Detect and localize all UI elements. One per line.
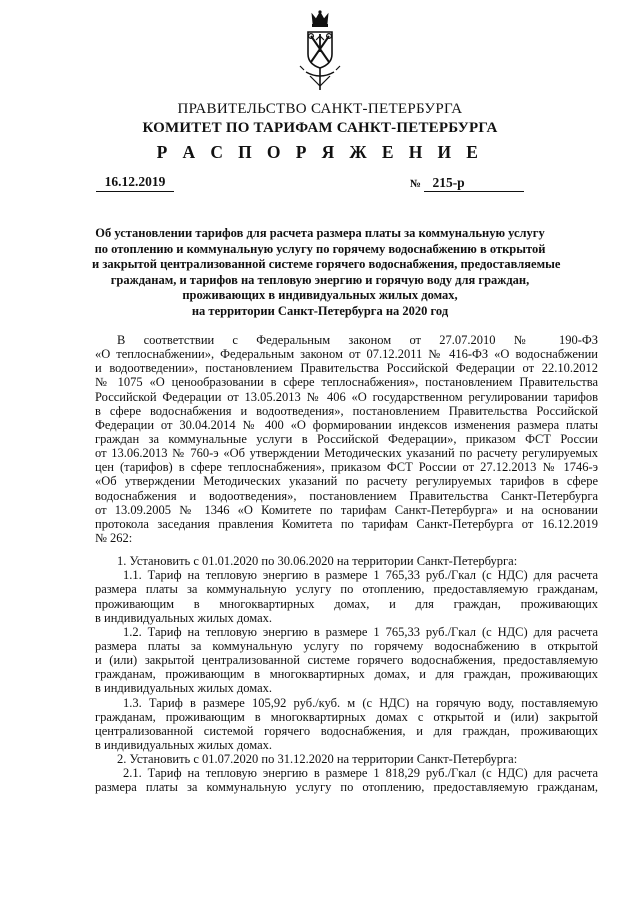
section-heading: 1. Установить с 01.01.2020 по 30.06.2020 на территории Санкт-Петербурга: bbox=[117, 554, 518, 569]
preamble-line: от 13.06.2013 № 760-э «Об утверждении Методических указаний по расчету регулируемых bbox=[95, 446, 598, 461]
clause-line: в индивидуальных жилых домах. bbox=[95, 610, 273, 625]
preamble-line: граждан за коммунальные услуги в Российской Федерации», приказом ФСТ России bbox=[95, 431, 598, 446]
clause-line: централизованной системой горячего водоснабжения, и для граждан, проживающих bbox=[95, 723, 598, 738]
clause-line: проживающим в многоквартирных домах, и для граждан, проживающих bbox=[95, 596, 598, 611]
clause-line: в индивидуальных жилых домах. bbox=[95, 681, 273, 696]
title-line: по отоплению и коммунальную услугу по горячему водоснабжению в открытой bbox=[94, 241, 546, 256]
document-date: 16.12.2019 bbox=[96, 174, 174, 192]
document-number bbox=[410, 175, 524, 192]
document-body bbox=[95, 333, 598, 795]
preamble-line: «Об утверждении Методических указаний по расчету регулируемых тарифов в сфере bbox=[95, 474, 598, 489]
clause-line: гражданам, проживающим в многоквартирных домах с открытой и (или) закрытой bbox=[95, 709, 598, 724]
clause-line: размера платы за коммунальную услугу по горячему водоснабжению в открытой bbox=[95, 638, 598, 653]
clause-line: 1.1. Тариф на тепловую энергию в размере 1 765,33 руб./Гкал (с НДС) для расчета bbox=[123, 568, 598, 583]
clause-line: 1.2. Тариф на тепловую энергию в размере 1 765,33 руб./Гкал (с НДС) для расчета bbox=[123, 624, 598, 639]
preamble-line: Российской Федерации от 13.05.2013 № 406 «О государственном регулировании тарифов bbox=[95, 389, 598, 404]
document-title bbox=[92, 226, 561, 320]
title-line: на территории Санкт-Петербурга на 2020 год bbox=[191, 303, 449, 318]
section-heading: 2. Установить с 01.07.2020 по 31.12.2020 на территории Санкт-Петербурга: bbox=[117, 752, 518, 767]
committee-heading: КОМИТЕТ ПО ТАРИФАМ САНКТ-ПЕТЕРБУРГА bbox=[142, 120, 498, 136]
number-sign: № bbox=[410, 178, 422, 190]
document-type-heading: Р А С П О Р Я Ж Е Н И Е bbox=[156, 142, 484, 162]
preamble-line: протокола заседания правления Комитета по тарифам Санкт-Петербурга от 16.12.2019 bbox=[95, 516, 598, 531]
government-heading: ПРАВИТЕЛЬСТВО САНКТ-ПЕТЕРБУРГА bbox=[177, 101, 463, 117]
clause-line: в индивидуальных жилых домах. bbox=[95, 737, 273, 752]
title-line: Об установлении тарифов для расчета размера платы за коммунальную услугу bbox=[95, 226, 545, 240]
preamble-line: № 262: bbox=[95, 530, 133, 545]
clause-line: 2.1. Тариф на тепловую энергию в размере 1 818,29 руб./Гкал (с НДС) для расчета bbox=[123, 766, 598, 781]
clause-line: и (или) закрытой централизованной системе горячего водоснабжения, предоставляемую bbox=[95, 653, 598, 668]
preamble-line: и водоотведении», постановлением Правительства Российской Федерации от 22.10.2012 bbox=[95, 361, 598, 376]
preamble-line: водоснабжения и водоотведения», постановлением Правительства Санкт-Петербурга bbox=[95, 488, 598, 503]
preamble-line: В соответствии с Федеральным законом от 27.07.2010 № 190-ФЗ bbox=[117, 333, 598, 347]
clause-line: гражданам, проживающим в многоквартирных домах, и для граждан, проживающих bbox=[95, 667, 598, 682]
preamble-line: Федерации от 30.04.2014 № 400 «О формировании индексов изменения размера платы bbox=[95, 417, 598, 432]
title-line: и закрытой централизованной системе горячего водоснабжения, предоставляемые bbox=[92, 257, 561, 272]
title-line: гражданам, и тарифов на тепловую энергию и горячую воду для граждан, bbox=[110, 272, 530, 287]
number-value: 215-р bbox=[424, 175, 524, 192]
clause-line: размера платы за коммунальную услугу по отоплению, предоставляемую гражданам, bbox=[95, 582, 598, 597]
clause-line: 1.3. Тариф в размере 105,92 руб./куб. м (с НДС) на горячую воду, поставляемую bbox=[123, 695, 598, 710]
preamble-line: в сфере водоснабжения и водоотведения», постановлением Правительства Российской bbox=[95, 403, 598, 418]
preamble-line: цен (тарифов) в сфере теплоснабжения», приказом ФСТ России от 27.12.2013 № 1746-э bbox=[95, 460, 598, 475]
clause-line: размера платы за коммунальную услугу по отоплению, предоставляемую гражданам, bbox=[95, 780, 598, 795]
preamble-line: «О теплоснабжении», Федеральным законом от 07.12.2011 № 416-ФЗ «О водоснабжении bbox=[95, 347, 598, 362]
coat-of-arms-icon bbox=[290, 10, 350, 94]
title-line: проживающих в индивидуальных жилых домах, bbox=[182, 288, 458, 303]
preamble-line: от 13.09.2005 № 1346 «О Комитете по тарифам Санкт-Петербурга» и на основании bbox=[95, 502, 598, 517]
preamble-line: № 1075 «О ценообразовании в сфере теплоснабжения», постановлением Правительства bbox=[95, 375, 598, 390]
